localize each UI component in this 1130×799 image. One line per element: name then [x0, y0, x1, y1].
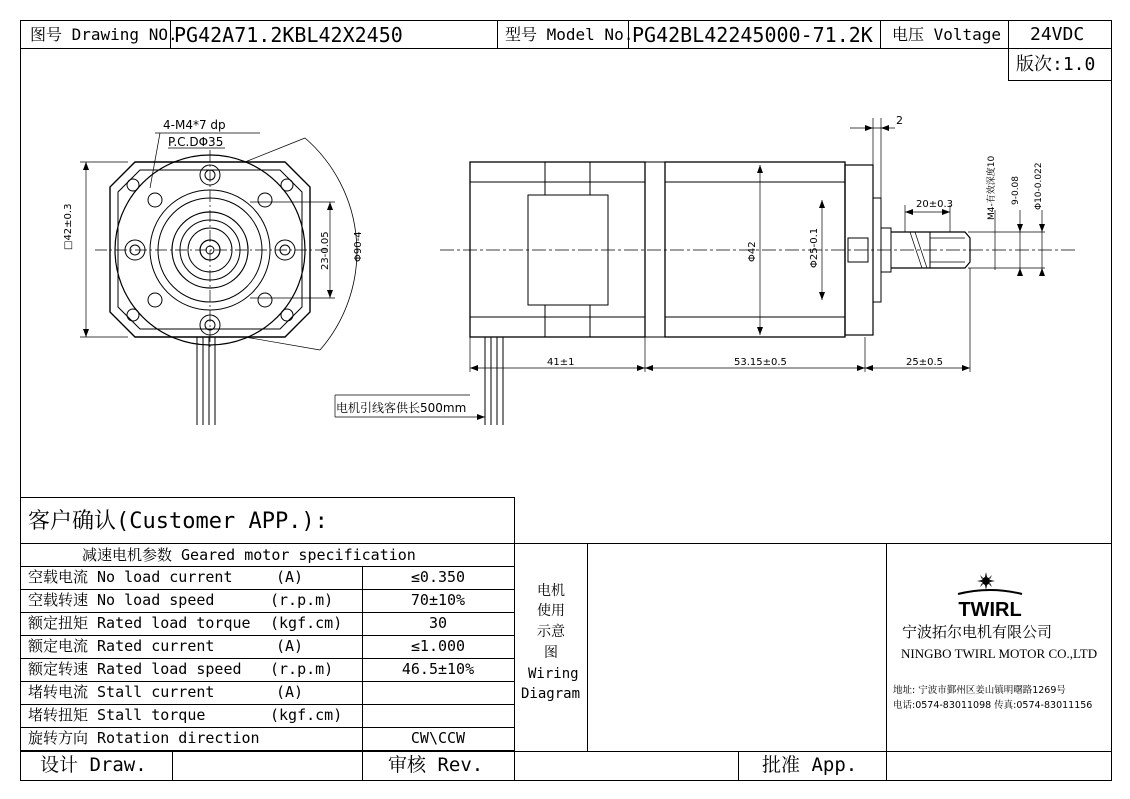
bolt-hole	[148, 193, 162, 207]
spec-row-unit: (A)	[276, 683, 304, 701]
square-dimension: □42±0.3	[63, 203, 74, 250]
spec-row-divider	[20, 727, 514, 728]
spec-row-divider	[20, 750, 514, 751]
bolt-hole	[281, 179, 293, 191]
company-logo	[950, 572, 1030, 620]
spec-row-unit: (kgf.cm)	[270, 614, 343, 632]
spec-row-label: 堵转电流 Stall current	[28, 683, 215, 701]
dimension-arrows	[83, 125, 1045, 420]
spec-row-value: ≤0.350	[410, 568, 466, 586]
logo-text: TWIRL	[958, 599, 1022, 620]
company-left	[886, 543, 887, 781]
body-diameter-dimension: Φ42	[747, 241, 758, 262]
gearbox-diameter-dimension: Φ25-0.1	[809, 227, 820, 268]
lead-length-note: 电机引线客供长500mm	[336, 401, 467, 415]
spec-row-divider	[20, 658, 514, 659]
review-label: 审核 Rev.	[388, 754, 484, 776]
spec-row-divider	[20, 589, 514, 590]
front-view	[80, 133, 357, 425]
spec-row-label: 旋转方向 Rotation direction	[28, 729, 260, 747]
side-view	[335, 118, 1075, 425]
spec-row-divider	[20, 635, 514, 636]
spec-row-unit: (A)	[276, 637, 304, 655]
footer-sep	[738, 751, 739, 781]
spec-row-label: 堵转扭矩 Stall torque	[28, 706, 206, 724]
bolt-hole	[127, 179, 139, 191]
wiring-line-1: 电机	[537, 583, 565, 599]
gearbox-length-dimension: 53.15±0.5	[734, 357, 787, 368]
approve-label: 批准 App.	[762, 754, 858, 776]
arc-dimension: Φ90-4	[353, 231, 364, 262]
design-label: 设计 Draw.	[40, 754, 147, 776]
spec-row-value: 46.5±10%	[401, 660, 475, 678]
wiring-line-6: Diagram	[521, 686, 581, 702]
bolt-hole	[281, 309, 293, 321]
sun-icon	[977, 572, 995, 590]
spec-row-unit: (kgf.cm)	[270, 706, 343, 724]
spec-row-unit: (A)	[276, 568, 304, 586]
spec-row-divider	[20, 704, 514, 705]
company-name-cn: 宁波拓尔电机有限公司	[902, 623, 1053, 641]
spec-top	[20, 543, 1112, 544]
spec-row-unit: (r.p.m)	[270, 591, 334, 609]
shaft-diameter-dimension: Φ10-0.022	[1034, 162, 1044, 210]
company-address: 地址: 宁波市鄞州区姜山镇明曙路1269号	[893, 685, 1066, 696]
spec-title-underline	[20, 566, 514, 567]
spec-row-label: 空载转速 No load speed	[28, 591, 215, 609]
bolt-hole	[127, 309, 139, 321]
drawing-number: PG42A71.2KBL42X2450	[174, 23, 403, 47]
wiring-line-3: 示意	[537, 624, 565, 640]
footer-sep	[172, 751, 173, 781]
spec-row-label: 额定扭矩 Rated load torque	[28, 614, 251, 632]
wiring-right	[587, 543, 588, 751]
version-label: 版次:1.0	[1016, 54, 1096, 75]
spec-row-value: 30	[428, 614, 448, 632]
company-phone: 电话:0574-83011098 传真:0574-83011156	[893, 700, 1093, 711]
spec-row-value: CW\CCW	[410, 729, 466, 747]
spec-row-label: 额定电流 Rated current	[28, 637, 215, 655]
spec-row-unit: (r.p.m)	[270, 660, 334, 678]
spec-row-divider	[20, 612, 514, 613]
key-length-dimension: 20±0.3	[916, 199, 954, 210]
voltage-value: 24VDC	[1030, 24, 1085, 45]
drawing-number-label: 图号 Drawing NO.	[30, 25, 178, 44]
wiring-line-4: 图	[544, 645, 558, 661]
voltage-label: 电压 Voltage	[892, 25, 1002, 44]
spec-row-value: ≤1.000	[410, 637, 466, 655]
thread-note: M4-有效深度10	[987, 155, 997, 220]
bolt-hole	[148, 293, 162, 307]
shaft-offset-dimension: 2	[896, 114, 903, 127]
spec-row-label: 空载电流 No load current	[28, 568, 233, 586]
wiring-line-5: Wiring	[528, 666, 579, 682]
approval-right	[514, 497, 515, 781]
footer-top	[20, 751, 1112, 752]
model-number-label: 型号 Model No.	[505, 25, 634, 44]
flat-dimension: 9-0.08	[1011, 175, 1021, 205]
motor-length-dimension: 41±1	[547, 357, 575, 368]
spec-row-divider	[20, 681, 514, 682]
bolt-hole	[258, 193, 272, 207]
customer-approval-title: 客户确认(Customer APP.):	[28, 509, 328, 534]
approval-top	[20, 497, 514, 498]
model-number: PG42BL42245000-71.2K	[632, 23, 873, 47]
bolt-hole	[258, 293, 272, 307]
spec-title: 减速电机参数 Geared motor specification	[82, 546, 416, 564]
pilot-dimension: 23-0.05	[320, 231, 331, 270]
spec-row-label: 额定转速 Rated load speed	[28, 660, 242, 678]
wiring-line-2: 使用	[537, 603, 565, 619]
pcd-note: P.C.DΦ35	[168, 135, 224, 149]
shaft-length-dimension: 25±0.5	[906, 357, 944, 368]
company-name-en: NINGBO TWIRL MOTOR CO.,LTD	[901, 646, 1098, 661]
bolt-hole-note: 4-M4*7 dp	[163, 118, 226, 132]
spec-row-value: 70±10%	[410, 591, 466, 609]
